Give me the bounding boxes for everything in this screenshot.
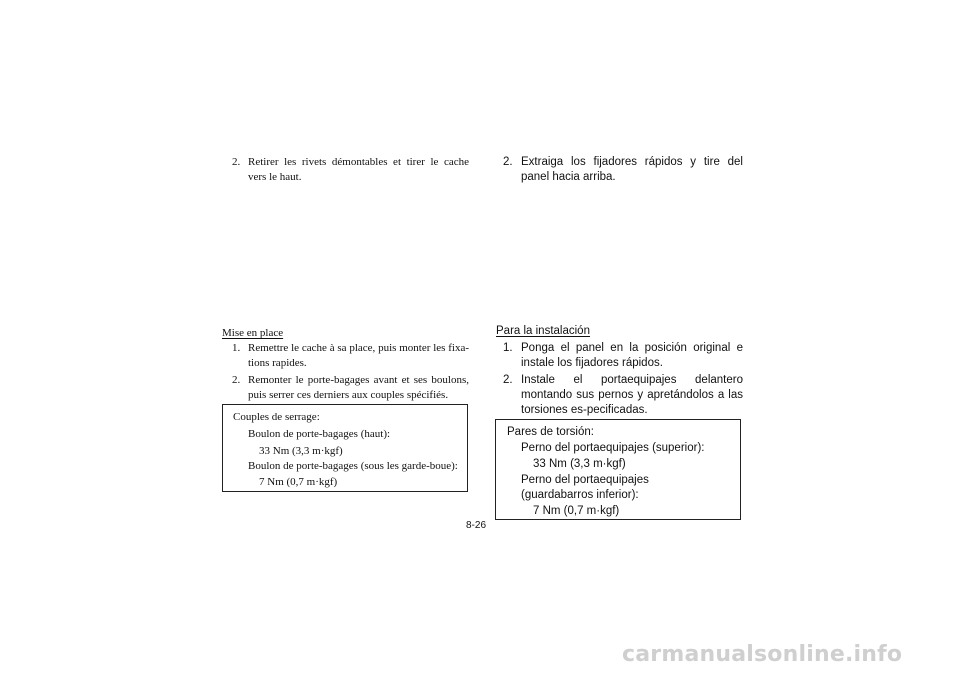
torque-box-title: Pares de torsión: (507, 426, 594, 438)
torque-item-1-label: Boulon de porte-bagages (haut): (248, 428, 391, 440)
watermark-text: carmanualsonline.info (622, 642, 903, 667)
step-text: Remonter le porte-bagages avant et ses boulons, puis serrer ces derniers aux couples spécifiés. (248, 374, 469, 401)
torque-item-2-value: 7 Nm (0,7 m·kgf) (533, 505, 620, 517)
step-text: Retirer les rivets démontables et tirer le cache vers le haut. (248, 156, 469, 183)
page-number: 8-26 (466, 520, 487, 531)
torque-box-title: Couples de serrage: (233, 411, 320, 423)
fr-removal-step-2 (232, 155, 469, 185)
torque-item-2-label: Boulon de porte-bagages (sous les garde-boue): (248, 460, 458, 472)
step-number: 1. (503, 342, 513, 354)
fr-installation-heading: Mise en place (222, 327, 284, 339)
torque-item-2-value: 7 Nm (0,7 m·kgf) (259, 476, 338, 488)
step-number: 2. (503, 156, 513, 168)
step-number: 1. (232, 342, 241, 354)
es-installation-heading: Para la instalación (496, 325, 590, 337)
step-text: Instale el portaequipajes delantero montando sus pernos y apretándolos a las torsiones es-pecificadas. (521, 374, 743, 416)
step-text: Extraiga los fijadores rápidos y tire del panel hacia arriba. (521, 156, 743, 183)
torque-item-1-label: Perno del portaequipajes (superior): (521, 442, 705, 454)
torque-item-2-label-line-1: Perno del portaequipajes (521, 474, 649, 486)
torque-item-1-value: 33 Nm (3,3 m·kgf) (259, 445, 343, 457)
es-installation-step-2 (503, 373, 743, 418)
es-torque-spec-box (495, 419, 741, 520)
step-number: 2. (503, 374, 513, 386)
es-removal-step-2 (503, 155, 743, 185)
torque-item-1-value: 33 Nm (3,3 m·kgf) (533, 458, 626, 470)
fr-installation-step-2 (232, 373, 469, 403)
torque-item-2-label-line-2: (guardabarros inferior): (521, 489, 639, 501)
step-text: Remettre le cache à sa place, puis monter les fixa-tions rapides. (248, 342, 469, 369)
fr-torque-spec-box (222, 404, 468, 492)
fr-installation-step-1 (232, 341, 469, 371)
step-number: 2. (232, 156, 241, 168)
step-number: 2. (232, 374, 241, 386)
es-installation-step-1 (503, 341, 743, 371)
step-text: Ponga el panel en la posición original e instale los fijadores rápidos. (521, 342, 743, 369)
